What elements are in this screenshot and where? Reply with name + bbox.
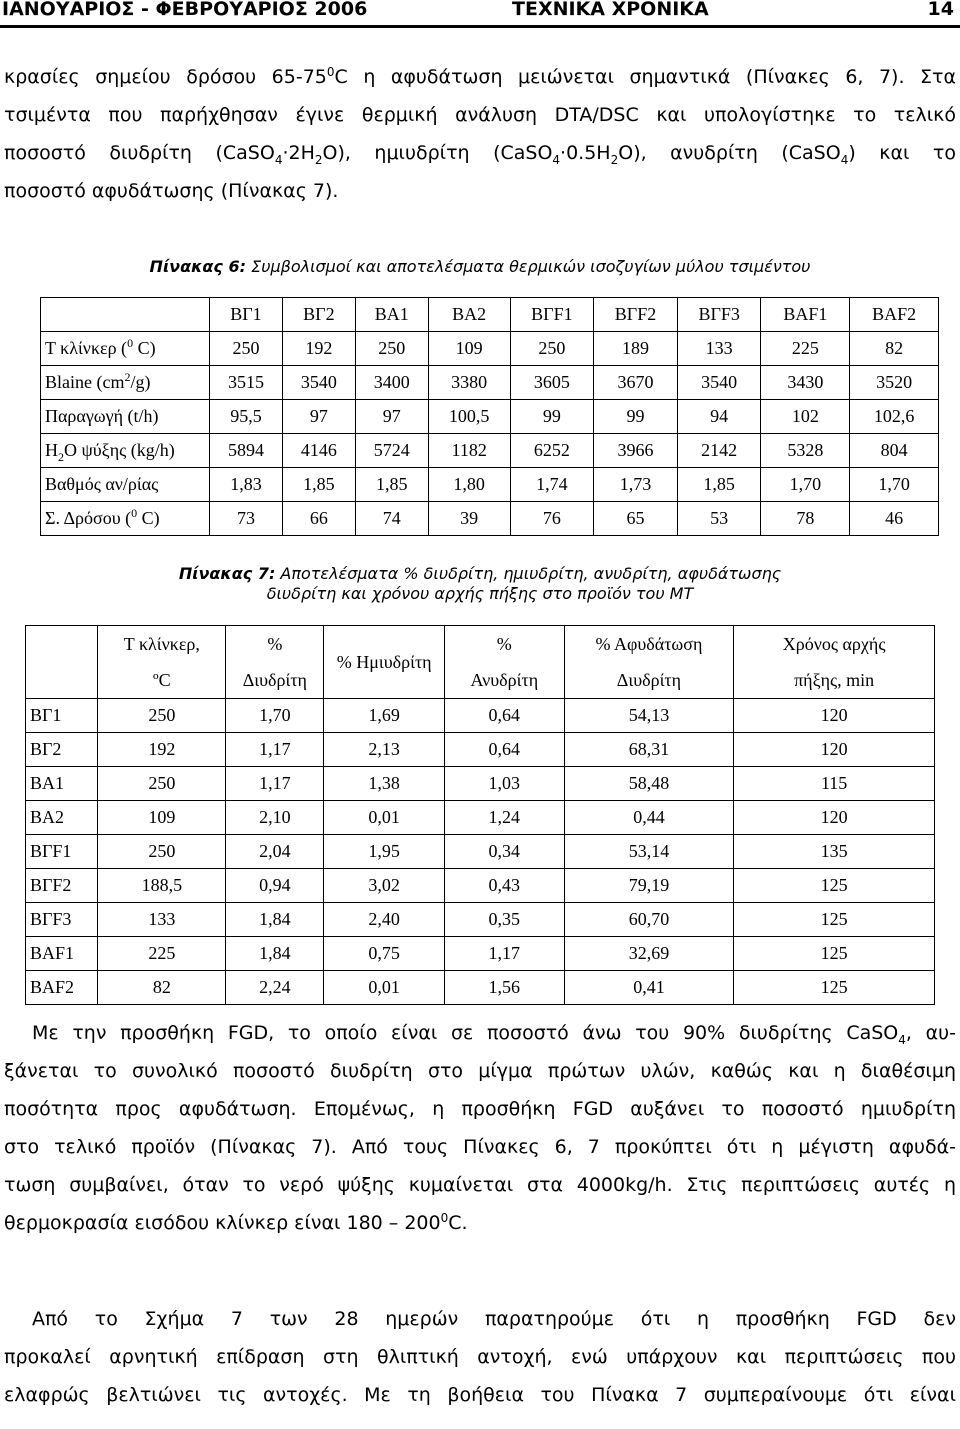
table6-cell: 1,73 — [594, 468, 678, 502]
table7-cell: 135 — [734, 835, 935, 869]
table6-corner-cell — [41, 298, 210, 332]
table7-row — [26, 835, 935, 869]
table7-cell: 188,5 — [98, 869, 226, 903]
table7-column-header-unit: Διυδρίτη — [226, 663, 324, 699]
table6-cell: 94 — [677, 400, 761, 434]
table6-cell: 1,70 — [761, 468, 850, 502]
table6-cell: 6252 — [510, 434, 594, 468]
table6-cell: 250 — [510, 332, 594, 366]
body1-line-2: ξάνεται το συνολικό ποσοστό διυδρίτη στο μίγμα πρώτων υλών, καθώς και η διαθέσιμη — [4, 1060, 956, 1082]
table6-cell: 97 — [355, 400, 428, 434]
table6-column-header: ΒΑ1 — [355, 298, 428, 332]
table7-row-label: ΒΑF2 — [26, 971, 98, 1005]
table7-cell: 2,13 — [324, 733, 444, 767]
table7-cell: 0,01 — [324, 801, 444, 835]
table7-row-label: ΒΓ1 — [26, 699, 98, 733]
table7-column-header-unit: Διυδρίτη — [564, 663, 734, 699]
table7-column-header: % Αφυδάτωση — [564, 626, 734, 663]
table6-cell: 3540 — [677, 366, 761, 400]
table7-corner-cell — [26, 626, 98, 699]
table6-cell: 66 — [282, 502, 355, 536]
table7-cell: 0,41 — [564, 971, 734, 1005]
body1-line-4: στο τελικό προϊόν (Πίνακας 7). Από τους Πίνακες 6, 7 προκύπτει ότι η μέγιστη αφυδά- — [4, 1136, 956, 1158]
table6-cell: 1,70 — [850, 468, 939, 502]
header-rule — [0, 25, 960, 28]
table6-caption-label: Πίνακας 6: — [149, 257, 247, 276]
table7-row — [26, 937, 935, 971]
table7-caption-text-1: Αποτελέσματα % διυδρίτη, ημιυδρίτη, ανυδρίτη, αφυδάτωσης — [275, 564, 782, 583]
body-paragraph-1 — [4, 1014, 956, 1242]
table6-cell: 1,85 — [355, 468, 428, 502]
table6-cell: 3966 — [594, 434, 678, 468]
table7-row-label: ΒΑF1 — [26, 937, 98, 971]
table6-row — [41, 502, 939, 536]
table6-row — [41, 434, 939, 468]
table6-row — [41, 332, 939, 366]
table6-cell: 5724 — [355, 434, 428, 468]
table6-cell: 1,85 — [677, 468, 761, 502]
table7-caption-text-2: διυδρίτη και χρόνου αρχής πήξης στο προϊόν του ΜΤ — [266, 584, 694, 603]
table7-cell: 192 — [98, 733, 226, 767]
table7-column-header-unit: ºC — [98, 663, 226, 699]
table7-cell: 0,64 — [444, 699, 564, 733]
table6-cell: 109 — [428, 332, 510, 366]
table7-cell: 2,10 — [226, 801, 324, 835]
table7-cell: 82 — [98, 971, 226, 1005]
table7-cell: 115 — [734, 767, 935, 801]
table7-cell: 60,70 — [564, 903, 734, 937]
table6-column-header: ΒΑ2 — [428, 298, 510, 332]
table6-cell: 46 — [850, 502, 939, 536]
body1-line-5: τωση συμβαίνει, όταν το νερό ψύξης κυμαίνεται στα 4000kg/h. Στις περιπτώσεις αυτές η — [4, 1174, 956, 1196]
table7-cell: 1,24 — [444, 801, 564, 835]
table7-row-label: ΒΓF3 — [26, 903, 98, 937]
table6-caption-text: Συμβολισμοί και αποτελέσματα θερμικών ισοζυγίων μύλου τσιμέντου — [246, 257, 811, 276]
table7-row — [26, 869, 935, 903]
table7-cell: 2,40 — [324, 903, 444, 937]
page-number: 14 — [927, 0, 954, 20]
table6-cell: 73 — [210, 502, 283, 536]
table6-cell: 95,5 — [210, 400, 283, 434]
body1-line-6: θερμοκρασία εισόδου κλίνκερ είναι $180 - 200^0C$. — [4, 1211, 468, 1234]
table7-row — [26, 971, 935, 1005]
table6-cell: 3400 — [355, 366, 428, 400]
table7-cell: 1,38 — [324, 767, 444, 801]
table7-cell: 1,17 — [226, 733, 324, 767]
table7-column-header: % — [444, 626, 564, 663]
table6-cell: 82 — [850, 332, 939, 366]
table6-row-label: Παραγωγή (t/h) — [41, 400, 210, 434]
table7-cell: 1,95 — [324, 835, 444, 869]
table7 — [25, 625, 935, 1005]
table7-cell: 0,75 — [324, 937, 444, 971]
table7-cell: 0,34 — [444, 835, 564, 869]
table7-cell: 109 — [98, 801, 226, 835]
table7-cell: 3,02 — [324, 869, 444, 903]
table7-cell: 32,69 — [564, 937, 734, 971]
table6-cell: 53 — [677, 502, 761, 536]
header-issue-date: ΙΑΝΟΥΑΡΙΟΣ - ΦΕΒΡΟΥΑΡΙΟΣ 2006 — [2, 0, 368, 20]
table6-cell: 3670 — [594, 366, 678, 400]
table7-row-label: ΒΓF1 — [26, 835, 98, 869]
table7-cell: 225 — [98, 937, 226, 971]
table7-row — [26, 903, 935, 937]
table6-cell: 225 — [761, 332, 850, 366]
table6 — [40, 297, 939, 536]
table7-cell: 120 — [734, 699, 935, 733]
table6-row-label: Βαθμός αν/ρίας — [41, 468, 210, 502]
table6-cell: 65 — [594, 502, 678, 536]
table6-cell: 5894 — [210, 434, 283, 468]
table6-cell: 250 — [210, 332, 283, 366]
table7-caption — [0, 564, 960, 604]
table7-header-row-2 — [26, 663, 935, 699]
page-header — [0, 0, 960, 26]
table6-caption — [0, 257, 960, 276]
table6-cell: 3380 — [428, 366, 510, 400]
table7-cell: 79,19 — [564, 869, 734, 903]
table6-row — [41, 400, 939, 434]
table7-cell: 1,17 — [226, 767, 324, 801]
table6-cell: 5328 — [761, 434, 850, 468]
table6-cell: 3430 — [761, 366, 850, 400]
table6-cell: 100,5 — [428, 400, 510, 434]
table7-row — [26, 801, 935, 835]
table6-cell: 4146 — [282, 434, 355, 468]
table6-row-label: Τ κλίνκερ ($^0$ C) — [41, 332, 210, 366]
table6-column-header: ΒΓ2 — [282, 298, 355, 332]
table7-cell: 58,48 — [564, 767, 734, 801]
table6-cell: 99 — [510, 400, 594, 434]
table7-row-label: ΒΑ1 — [26, 767, 98, 801]
table6-cell: 1,83 — [210, 468, 283, 502]
table7-cell: 0,01 — [324, 971, 444, 1005]
table6-column-header: ΒΑF1 — [761, 298, 850, 332]
table6-header-row — [41, 298, 939, 332]
table6-cell: 3605 — [510, 366, 594, 400]
table6-row — [41, 468, 939, 502]
table7-caption-label: Πίνακας 7: — [178, 564, 276, 583]
table7-cell: 1,56 — [444, 971, 564, 1005]
table7-cell: 125 — [734, 903, 935, 937]
table7-cell: 133 — [98, 903, 226, 937]
table6-cell: 3540 — [282, 366, 355, 400]
table7-column-header-unit: πήξης, min — [734, 663, 935, 699]
table6-column-header: ΒΓ1 — [210, 298, 283, 332]
table7-cell: 120 — [734, 733, 935, 767]
table6-cell: 250 — [355, 332, 428, 366]
table6-cell: 192 — [282, 332, 355, 366]
table7-row — [26, 767, 935, 801]
table7-cell: 120 — [734, 801, 935, 835]
table6-cell: 1182 — [428, 434, 510, 468]
table7-column-header: Τ κλίνκερ, — [98, 626, 226, 663]
table7-cell: 1,84 — [226, 937, 324, 971]
table7-cell: 125 — [734, 937, 935, 971]
body2-line-2: προκαλεί αρνητική επίδραση στη θλιπτική αντοχή, ενώ υπάρχουν και περιπτώσεις που — [4, 1346, 956, 1368]
table6-cell: 3520 — [850, 366, 939, 400]
table6-column-header: ΒΓF2 — [594, 298, 678, 332]
table6-row-label: Σ. Δρόσου ($^0$ C) — [41, 502, 210, 536]
body2-line-3: ελαφρώς βελτιώνει τις αντοχές. Με τη βοήθεια του Πίνακα 7 συμπεραίνουμε ότι είναι — [4, 1384, 956, 1406]
table7-row-label: ΒΓ2 — [26, 733, 98, 767]
table7-cell: 0,44 — [564, 801, 734, 835]
intro-line-1: κρασίες σημείου δρόσου $65-75^0C$ η αφυδάτωση μειώνεται σημαντικά (Πίνακες 6, 7). Στα — [4, 65, 956, 88]
table7-cell: 1,03 — [444, 767, 564, 801]
table7-cell: 0,94 — [226, 869, 324, 903]
table6-cell: 102,6 — [850, 400, 939, 434]
table7-cell: 2,04 — [226, 835, 324, 869]
table7-column-header: % Ημιυδρίτη — [324, 626, 444, 699]
header-journal-title: ΤΕΧΝΙΚΑ ΧΡΟΝΙΚΑ — [512, 0, 709, 20]
table7-column-header: % — [226, 626, 324, 663]
table7-header-row-1 — [26, 626, 935, 663]
table7-cell: 68,31 — [564, 733, 734, 767]
body1-line-1: Με την προσθήκη FGD, το οποίο είναι σε ποσοστό άνω του 90% διυδρίτης CaSO$_4$, αυ- — [32, 1022, 956, 1047]
body2-line-1: Από το Σχήμα 7 των 28 ημερών παρατηρούμε ότι η προσθήκη FGD δεν — [32, 1308, 956, 1330]
table7-cell: 0,35 — [444, 903, 564, 937]
table7-column-header: Χρόνος αρχής — [734, 626, 935, 663]
table7-cell: 0,43 — [444, 869, 564, 903]
table6-cell: 1,85 — [282, 468, 355, 502]
table6-cell: 189 — [594, 332, 678, 366]
table7-row-label: ΒΑ2 — [26, 801, 98, 835]
table6-cell: 97 — [282, 400, 355, 434]
table6-cell: 39 — [428, 502, 510, 536]
intro-line-2: τσιμέντα που παρήχθησαν έγινε θερμική ανάλυση DTA/DSC και υπολογίστηκε το τελικό — [4, 104, 956, 126]
table7-cell: 250 — [98, 835, 226, 869]
table6-cell: 76 — [510, 502, 594, 536]
table7-cell: 125 — [734, 869, 935, 903]
table6-column-header: ΒΓF1 — [510, 298, 594, 332]
table6-row-label: Blaine $(cm^2/g)$ — [41, 366, 210, 400]
table7-row — [26, 733, 935, 767]
body-paragraph-2 — [4, 1300, 956, 1414]
table6-cell: 1,80 — [428, 468, 510, 502]
table6-column-header: ΒΓF3 — [677, 298, 761, 332]
intro-line-3: ποσοστό διυδρίτη $(CaSO_4\cdot 2H_2O)$, ημιυδρίτη $(CaSO_4\cdot 0.5H_2O)$, ανυδρίτη (CaSO$_4$) και το — [4, 142, 956, 167]
table6-cell: 99 — [594, 400, 678, 434]
table7-row — [26, 699, 935, 733]
table6-column-header: ΒΑF2 — [850, 298, 939, 332]
table7-cell: 1,69 — [324, 699, 444, 733]
intro-paragraph — [4, 58, 956, 210]
intro-line-4: ποσοστό αφυδάτωσης (Πίνακας 7). — [4, 180, 339, 202]
table7-cell: 125 — [734, 971, 935, 1005]
table7-cell: 1,70 — [226, 699, 324, 733]
table7-cell: 0,64 — [444, 733, 564, 767]
table6-row — [41, 366, 939, 400]
table7-cell: 53,14 — [564, 835, 734, 869]
table7-cell: 250 — [98, 699, 226, 733]
table6-cell: 74 — [355, 502, 428, 536]
table6-row-label: $H_2O$ ψύξης (kg/h) — [41, 434, 210, 468]
body1-line-3: ποσότητα προς αφυδάτωση. Επομένως, η προσθήκη FGD αυξάνει το ποσοστό ημιυδρίτη — [4, 1098, 956, 1120]
table7-cell: 54,13 — [564, 699, 734, 733]
table7-row-label: ΒΓF2 — [26, 869, 98, 903]
table6-cell: 804 — [850, 434, 939, 468]
table6-cell: 2142 — [677, 434, 761, 468]
table6-cell: 133 — [677, 332, 761, 366]
table7-cell: 1,17 — [444, 937, 564, 971]
table6-cell: 78 — [761, 502, 850, 536]
table7-cell: 1,84 — [226, 903, 324, 937]
table7-cell: 250 — [98, 767, 226, 801]
table6-cell: 102 — [761, 400, 850, 434]
table6-cell: 3515 — [210, 366, 283, 400]
table7-column-header-unit: Ανυδρίτη — [444, 663, 564, 699]
table7-cell: 2,24 — [226, 971, 324, 1005]
table6-cell: 1,74 — [510, 468, 594, 502]
